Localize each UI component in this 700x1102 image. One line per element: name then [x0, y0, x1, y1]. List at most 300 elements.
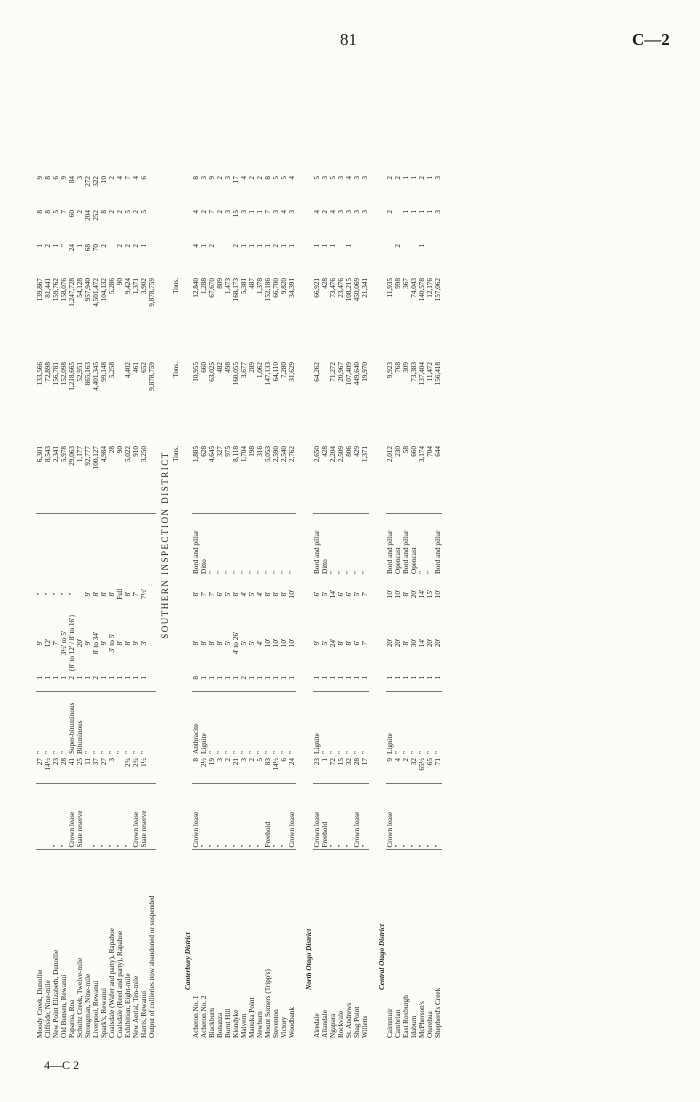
cell-col-10: 1,473 — [224, 278, 232, 295]
cell-col-12: 2 — [108, 210, 116, 214]
cell-col-10: 367 — [402, 278, 410, 289]
cell-col-12: 4 — [192, 210, 200, 214]
cell-col-6: 8' — [100, 591, 108, 597]
cell-col-0: Idaburn — [410, 850, 418, 1040]
table-row — [148, 50, 156, 1040]
cell-col-10: 9,878,759 — [148, 278, 156, 307]
cell-col-10: 66,700 — [272, 278, 280, 298]
cell-col-7 — [76, 514, 84, 576]
cell-col-13: 4 — [132, 176, 140, 180]
cell-col-3: " — [100, 692, 108, 756]
cell-col-4: 1 — [108, 676, 116, 680]
cell-col-3: " — [216, 692, 224, 756]
cell-col-10: 23,476 — [337, 278, 345, 298]
cell-col-5: 20' — [76, 638, 84, 648]
cell-col-7: " — [345, 514, 353, 576]
cell-col-13: 3 — [434, 176, 442, 180]
cell-col-11: 1 — [140, 244, 148, 248]
cell-col-12: 2 — [132, 210, 140, 214]
cell-col-13: 6 — [140, 176, 148, 180]
cell-col-7: " — [288, 514, 296, 576]
cell-col-3: " — [321, 692, 329, 756]
cell-col-2: 72 — [329, 758, 337, 766]
cell-col-1: Freehold — [264, 784, 272, 850]
cell-col-10: 998 — [394, 278, 402, 289]
cell-col-7 — [36, 514, 44, 576]
cell-col-1: " — [100, 784, 108, 850]
cell-col-4: 1 — [140, 676, 148, 680]
cell-col-0: Cliffside, Nine-mile — [44, 850, 52, 1040]
cell-col-7: Bord and pillar — [434, 514, 442, 576]
cell-col-10: 67,670 — [208, 278, 216, 298]
cell-col-8: 2,540 — [280, 446, 288, 463]
cell-col-4: 1 — [418, 676, 426, 680]
cell-col-11: 1 — [345, 244, 353, 248]
cell-col-11: 2 — [394, 244, 402, 248]
cell-col-7: Ditto — [321, 514, 329, 576]
cell-col-13: 2 — [108, 176, 116, 180]
cell-col-8: 2,012 — [386, 446, 394, 463]
cell-col-1: State reserve — [76, 784, 84, 850]
cell-col-10: 11,935 — [386, 278, 394, 298]
cell-col-9: 289 — [248, 362, 256, 373]
cell-col-0: New Aerial, Ten-mile — [132, 850, 140, 1040]
cell-col-12: 3 — [434, 210, 442, 214]
cell-col-13: 1 — [410, 176, 418, 180]
cell-col-10: 1,371 — [132, 278, 140, 295]
cell-col-7: Ditto — [200, 514, 208, 576]
cell-col-0: Old Bunsen, Rewanui — [60, 850, 68, 1040]
cell-col-9: 10,955 — [192, 362, 200, 382]
cell-col-0: Rockvale — [337, 850, 345, 1040]
table-row — [76, 50, 84, 1040]
cell-col-6: 5' — [353, 591, 361, 597]
cell-col-12: 60 — [68, 210, 76, 218]
cell-col-5: 30' — [410, 638, 418, 648]
cell-col-9: 73,383 — [410, 362, 418, 382]
cell-col-10: 4,501,472 — [92, 278, 100, 307]
cell-col-10: 1,288 — [200, 278, 208, 295]
cell-col-11 — [386, 242, 394, 276]
cell-col-2: 2½ — [200, 758, 208, 767]
cell-col-4: 1 — [329, 676, 337, 680]
cell-col-5: 8' — [337, 640, 345, 646]
cell-col-2: 6 — [280, 758, 288, 762]
cell-col-6: 8' — [272, 591, 280, 597]
cell-col-13: 3 — [76, 176, 84, 180]
table-row — [124, 50, 132, 1040]
cell-col-8: 100,127 — [92, 446, 100, 470]
cell-col-1: " — [345, 784, 353, 850]
cell-col-13: 2 — [216, 176, 224, 180]
cell-col-3: " — [329, 692, 337, 756]
cell-col-4: 1 — [232, 676, 240, 680]
cell-col-12: 3 — [224, 210, 232, 214]
cell-col-6: 4' — [256, 591, 264, 597]
cell-col-1: " — [272, 784, 280, 850]
cell-col-0: Spark's, Rewanui — [100, 850, 108, 1040]
cell-col-5: 12' — [44, 638, 52, 648]
cell-col-8: 644 — [434, 446, 442, 457]
cell-col-11 — [426, 242, 434, 276]
cell-col-9: 72,898 — [44, 362, 52, 382]
cell-col-10: 450,069 — [353, 278, 361, 302]
cell-col-6: 10' — [434, 589, 442, 599]
cell-col-13: 1 — [426, 176, 434, 180]
cell-col-11: 1 — [248, 244, 256, 248]
cell-col-4: 1 — [410, 676, 418, 680]
cell-col-10: 152,186 — [264, 278, 272, 302]
cell-col-3: " — [140, 692, 148, 756]
cell-col-8: 2,341 — [52, 446, 60, 463]
cell-col-12: 1 — [410, 210, 418, 214]
cell-col-2: 2 — [402, 758, 410, 762]
cell-col-3: " — [337, 692, 345, 756]
cell-col-11: 2 — [272, 244, 280, 248]
cell-col-8: 230 — [394, 446, 402, 457]
cell-col-8: 2,204 — [329, 446, 337, 463]
cell-col-8: 975 — [224, 446, 232, 457]
table-row — [208, 50, 216, 1040]
cell-col-12 — [148, 208, 156, 242]
cell-col-2: 2¾ — [132, 758, 140, 767]
cell-col-8: 704 — [426, 446, 434, 457]
cell-col-1: Crown lease — [192, 784, 200, 850]
cell-col-5: 6' — [353, 640, 361, 646]
cell-col-7: Bord and pillar — [386, 514, 394, 576]
cell-col-9: 3,677 — [240, 362, 248, 379]
cell-col-11: 1 — [313, 244, 321, 248]
cell-col-6: 6' — [337, 591, 345, 597]
cell-col-2: 1½ — [140, 758, 148, 767]
cell-col-4: 1 — [426, 676, 434, 680]
district-heading: North Otago District — [305, 928, 313, 990]
cell-col-4: 1 — [248, 676, 256, 680]
cell-col-9: 156,418 — [434, 362, 442, 386]
cell-col-12: 3 — [337, 210, 345, 214]
cell-col-5: 7' — [52, 640, 60, 646]
cell-col-6: 7½' — [140, 588, 148, 600]
cell-col-8: 1,371 — [361, 446, 369, 463]
units-cell: Tons. — [172, 446, 180, 462]
cell-col-3: " — [208, 692, 216, 756]
table-row — [116, 50, 124, 1040]
cell-col-12 — [394, 208, 402, 242]
table-row — [313, 50, 321, 1040]
cell-col-11: 1 — [280, 244, 288, 248]
table-row — [216, 50, 224, 1040]
cell-col-2: 41 — [68, 758, 76, 766]
cell-col-10: 159,762 — [52, 278, 60, 302]
units-cell: Tons. — [172, 278, 180, 294]
cell-col-12: 2 — [116, 210, 124, 214]
table-row — [402, 50, 410, 1040]
units-cell — [172, 174, 180, 208]
cell-col-13: 3 — [337, 176, 345, 180]
cell-col-4: 1 — [288, 676, 296, 680]
cell-col-6: 8' — [108, 591, 116, 597]
units-cell — [172, 50, 180, 174]
cell-col-12: 2 — [216, 210, 224, 214]
cell-col-11: " — [60, 244, 68, 247]
cell-col-2: 28 — [353, 758, 361, 766]
cell-col-13: 5 — [280, 176, 288, 180]
cell-col-4: 1 — [116, 676, 124, 680]
cell-col-9: 137,404 — [418, 362, 426, 386]
cell-col-5 — [148, 612, 156, 674]
cell-col-2 — [148, 756, 156, 784]
cell-col-6: 7' — [361, 591, 369, 597]
cell-col-3: " — [345, 692, 353, 756]
cell-col-7: " — [361, 514, 369, 576]
cell-col-1: " — [256, 784, 264, 850]
cell-col-5: 5' — [224, 640, 232, 646]
table-row — [345, 50, 353, 1040]
units-row — [172, 50, 180, 1040]
table-row — [329, 50, 337, 1040]
cell-col-4: 1 — [345, 676, 353, 680]
cell-col-9: 147,133 — [264, 362, 272, 386]
cell-col-2: 19 — [208, 758, 216, 766]
cell-col-3: " — [224, 692, 232, 756]
cell-col-4: 2 — [68, 676, 76, 680]
cell-col-2: 27 — [100, 758, 108, 766]
cell-col-1: " — [240, 784, 248, 850]
cell-col-12: 3 — [361, 210, 369, 214]
cell-col-9: 449,640 — [353, 362, 361, 386]
cell-col-9: 99,148 — [100, 362, 108, 382]
cell-col-11 — [353, 242, 361, 276]
cell-col-1: " — [60, 784, 68, 850]
cell-col-13: 3 — [200, 176, 208, 180]
cell-col-13: 2 — [248, 176, 256, 180]
table-row — [264, 50, 272, 1040]
table-row — [52, 50, 60, 1040]
cell-col-5: 9' — [36, 640, 44, 646]
cell-col-3: Lignite — [313, 692, 321, 756]
cell-col-12: 3 — [345, 210, 353, 214]
cell-col-3: " — [92, 692, 100, 756]
cell-col-11: 2 — [132, 244, 140, 248]
units-cell — [172, 850, 180, 1040]
cell-col-9: 498 — [224, 362, 232, 373]
cell-col-2: 65 — [426, 758, 434, 766]
cell-col-10: 428 — [321, 278, 329, 289]
cell-col-4: 1 — [337, 676, 345, 680]
table-row — [60, 50, 68, 1040]
cell-col-10: 54,128 — [76, 278, 84, 298]
cell-col-1: Freehold — [321, 784, 329, 850]
cell-col-12: 3 — [288, 210, 296, 214]
cell-col-7 — [124, 514, 132, 576]
cell-col-2: 5 — [256, 758, 264, 762]
cell-col-9: 19,970 — [361, 362, 369, 382]
cell-col-5: 8' — [345, 640, 353, 646]
cell-col-4: 1 — [216, 676, 224, 680]
cell-col-7 — [108, 514, 116, 576]
cell-col-13: 272 — [84, 176, 92, 187]
cell-col-2: 83 — [264, 758, 272, 766]
cell-col-9: 461 — [132, 362, 140, 373]
cell-col-5: 10' — [264, 638, 272, 648]
cell-col-4: 1 — [272, 676, 280, 680]
cell-col-2: 65½ — [418, 758, 426, 771]
cell-col-1: " — [232, 784, 240, 850]
cell-col-5: 4' to 26' — [232, 631, 240, 655]
cell-col-11: 1 — [418, 244, 426, 248]
cell-col-1: State reserve — [140, 784, 148, 850]
cell-col-0: Burnt Hill — [224, 850, 232, 1040]
cell-col-0: Oturehua — [426, 850, 434, 1040]
cell-col-10: 168,173 — [232, 278, 240, 302]
cell-col-2: 23 — [313, 758, 321, 766]
cell-col-7: " — [280, 514, 288, 576]
cell-col-9 — [116, 360, 124, 444]
cell-col-13: 6 — [52, 176, 60, 180]
cell-col-13: 2 — [386, 176, 394, 180]
cell-col-0: Victory — [280, 850, 288, 1040]
cell-col-8: 2,762 — [288, 446, 296, 463]
cell-col-5: 20' — [434, 638, 442, 648]
cell-col-12: 15 — [232, 210, 240, 218]
cell-col-12: 1 — [426, 210, 434, 214]
cell-col-11: 1 — [76, 244, 84, 248]
cell-col-4: 1 — [280, 676, 288, 680]
cell-col-8: 3,174 — [418, 446, 426, 463]
cell-col-0: Shag Point — [353, 850, 361, 1040]
cell-col-3: " — [84, 692, 92, 756]
cell-col-3: " — [116, 692, 124, 756]
footer-sheet-mark: 4—C 2 — [44, 1058, 80, 1072]
cell-col-0: Acheron No. 1 — [192, 850, 200, 1040]
cell-col-10: 12,840 — [192, 278, 200, 298]
cell-col-4: 1 — [321, 676, 329, 680]
cell-col-6: 8' — [402, 591, 410, 597]
cell-col-6: 20' — [410, 589, 418, 599]
cell-col-12: 1 — [418, 210, 426, 214]
cell-col-6: 8' — [264, 591, 272, 597]
cell-col-13: 8 — [44, 176, 52, 180]
cell-col-4: 1 — [386, 676, 394, 680]
cell-col-13: 4 — [240, 176, 248, 180]
cell-col-4: 1 — [132, 676, 140, 680]
cell-col-6: 10' — [386, 589, 394, 599]
cell-col-12: 2 — [321, 210, 329, 214]
cell-col-8: 316 — [256, 446, 264, 457]
cell-col-6: 5' — [248, 591, 256, 597]
cell-col-4: 1 — [313, 676, 321, 680]
cell-col-13: 4 — [116, 176, 124, 180]
units-cell — [172, 242, 180, 276]
cell-col-10: 74,043 — [410, 278, 418, 298]
cell-col-2: 4 — [394, 758, 402, 762]
cell-col-4: 1 — [200, 676, 208, 680]
page-number: 81 — [340, 30, 357, 49]
cell-col-1: " — [108, 784, 116, 850]
cell-col-5: 9' — [132, 640, 140, 646]
table-row — [248, 50, 256, 1040]
cell-col-8: 910 — [132, 446, 140, 457]
cell-col-13: 3 — [353, 176, 361, 180]
cell-col-2: 14½ — [272, 758, 280, 771]
cell-col-10: 809 — [216, 278, 224, 289]
cell-col-8: 5,978 — [60, 446, 68, 463]
cell-col-8: 1,704 — [240, 446, 248, 463]
cell-col-8: 806 — [345, 446, 353, 457]
cell-col-12: 7 — [60, 210, 68, 214]
cell-col-0: Mount Somers (Tripp's) — [264, 850, 272, 1040]
cell-col-5: 8' — [116, 640, 124, 646]
cell-col-11 — [361, 242, 369, 276]
cell-col-6: 6' — [313, 591, 321, 597]
cell-col-11: 1 — [288, 244, 296, 248]
table-row — [68, 50, 76, 1040]
cell-col-13: 3 — [224, 176, 232, 180]
cell-col-13: 17 — [232, 176, 240, 184]
cell-col-3: " — [361, 692, 369, 756]
cell-col-7 — [140, 514, 148, 576]
document-code: C—2 — [632, 30, 670, 49]
cell-col-4: 1 — [402, 676, 410, 680]
cell-col-1: Crown lease — [132, 784, 140, 850]
cell-col-0: Acheron No. 2 — [200, 850, 208, 1040]
table-row — [426, 50, 434, 1040]
cell-col-9: 71,272 — [329, 362, 337, 382]
units-cell — [172, 576, 180, 612]
cell-col-1: " — [418, 784, 426, 850]
cell-col-7: " — [224, 514, 232, 576]
cell-col-0: Willetts — [361, 850, 369, 1040]
spacer-row — [442, 50, 447, 1040]
cell-col-1: Crown lease — [386, 784, 394, 850]
cell-col-13: 7 — [124, 176, 132, 180]
cell-col-3: Lignite — [386, 692, 394, 756]
table-row — [418, 50, 426, 1040]
cell-col-8: 28 — [108, 446, 116, 454]
cell-col-2: 1 — [321, 758, 329, 762]
cell-col-0: Moody Creek, Dunollie — [36, 850, 44, 1040]
cell-col-11: 24 — [68, 244, 76, 252]
cell-col-4: 1 — [44, 676, 52, 680]
cell-col-1: " — [426, 784, 434, 850]
cell-col-1: Crown lease — [68, 784, 76, 850]
cell-col-9: 63,025 — [208, 362, 216, 382]
cell-col-9: 1,218,665 — [68, 362, 76, 391]
cell-col-1: " — [329, 784, 337, 850]
cell-col-7: " — [418, 514, 426, 576]
cell-col-12: 7 — [208, 210, 216, 214]
cell-col-3: " — [124, 692, 132, 756]
cell-col-0: Cairnmuir — [386, 850, 394, 1040]
cell-col-13: 1 — [402, 176, 410, 180]
cell-col-1 — [148, 784, 156, 850]
cell-col-0: Airedale — [313, 850, 321, 1040]
cell-col-5: 10' — [280, 638, 288, 648]
cell-col-5: 20' — [394, 638, 402, 648]
cell-col-5: 10' — [288, 638, 296, 648]
cell-col-11: 4 — [192, 244, 200, 248]
cell-col-9: 64,262 — [313, 362, 321, 382]
cell-col-7 — [68, 514, 76, 576]
cell-col-5: 8' — [192, 640, 200, 646]
cell-col-12: 2 — [76, 210, 84, 214]
cell-col-6: 8' — [280, 591, 288, 597]
cell-col-9: 652 — [140, 362, 148, 373]
cell-col-6: " — [68, 592, 76, 596]
cell-col-1: " — [224, 784, 232, 850]
cell-col-5: 5' — [248, 640, 256, 646]
cell-col-12: 204 — [84, 210, 92, 221]
